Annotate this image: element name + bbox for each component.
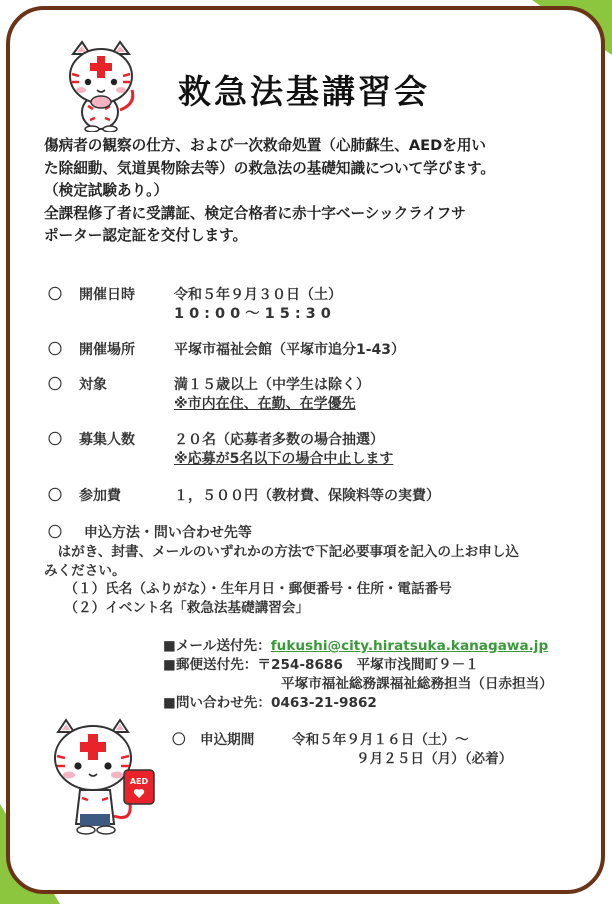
page-title: 救急法基講習会 — [178, 72, 430, 111]
item-value: 平塚市福祉会館（平塚市追分1-43） — [174, 342, 406, 358]
intro-line: 全課程修了者に受講証、検定合格者に赤十字ベーシックライフサ — [44, 204, 466, 222]
intro-line: た除細動、気道異物除去等）の救急法の基礎知識について学びます。 — [44, 159, 495, 177]
item-capacity — [48, 431, 393, 469]
phone-number: 0463-21-9862 — [271, 695, 377, 711]
bullet-icon: 〇 — [48, 488, 62, 504]
tiger-mascot-aed-icon — [50, 718, 162, 836]
post-label: ■郵便送付先： — [163, 657, 258, 673]
bullet-icon: 〇 — [48, 525, 62, 541]
bullet-icon: 〇 — [48, 342, 62, 358]
item-value: 令和５年９月３０日（土） — [174, 287, 342, 303]
item-value: ２０名（応募者多数の場合抽選） — [174, 432, 384, 448]
email-label: ■メール送付先： — [163, 638, 271, 654]
aed-badge-text: AED — [129, 777, 149, 786]
apply-heading — [48, 523, 252, 543]
item-time: 10:00～15:30 — [174, 306, 336, 322]
email-link[interactable]: fukushi@city.hiratsuka.kanagawa.jp — [270, 638, 549, 654]
item-note: ※市内在住、在勤、在学優先 — [174, 396, 356, 412]
apply-line: はがき、封書、メールのいずれかの方法で下記必要事項を記入の上お申し込 — [44, 544, 519, 560]
post-address: 〒254-8686 平塚市浅間町９－１ — [257, 657, 479, 673]
item-value: 満１５歳以上（中学生は除く） — [174, 377, 370, 393]
item-label: 開催日時 — [79, 287, 135, 303]
phone-label: ■問い合わせ先： — [163, 695, 271, 711]
intro-line: ポーター認定証を交付します。 — [44, 227, 248, 245]
apply-line: みください。 — [44, 562, 126, 579]
tiger-mascot-icon — [64, 40, 138, 132]
contact-block — [163, 637, 553, 713]
period-start: 令和５年９月１６日（土）～ — [292, 732, 469, 748]
apply-requirement: （１）氏名（ふりがな）・生年月日・郵便番号・住所・電話番号 — [44, 581, 452, 597]
item-venue — [48, 341, 405, 360]
item-label: 対象 — [79, 377, 107, 393]
intro-line: 傷病者の観察の仕方、および一次救命処置（心肺蘇生、AEDを用い — [44, 137, 487, 154]
intro-line: （検定試験あり。） — [44, 182, 169, 200]
apply-heading-text: 申込方法・問い合わせ先等 — [83, 525, 252, 541]
apply-body — [44, 543, 604, 617]
item-value: １，５００円（教材費、保険料等の実費） — [174, 488, 440, 504]
bullet-icon: 〇 — [48, 432, 62, 448]
bullet-icon: 〇 — [48, 377, 62, 393]
application-period — [172, 731, 512, 769]
intro-text — [44, 135, 592, 248]
period-end: ９月２５日（月）（必着） — [356, 751, 513, 767]
item-note: ※応募が5名以下の場合中止します — [174, 451, 394, 467]
item-label: 参加費 — [79, 488, 121, 504]
bullet-icon: 〇 — [172, 732, 186, 748]
apply-requirement: （２）イベント名「救急法基礎講習会」 — [44, 599, 310, 616]
item-label: 開催場所 — [79, 342, 135, 358]
post-department: 平塚市福祉総務課福祉総務担当（日赤担当） — [281, 676, 553, 692]
bullet-icon: 〇 — [48, 287, 62, 303]
item-label: 募集人数 — [79, 432, 135, 448]
item-target — [48, 376, 370, 414]
period-label: 申込期間 — [200, 732, 255, 748]
item-date — [48, 286, 342, 324]
item-fee — [48, 487, 440, 506]
